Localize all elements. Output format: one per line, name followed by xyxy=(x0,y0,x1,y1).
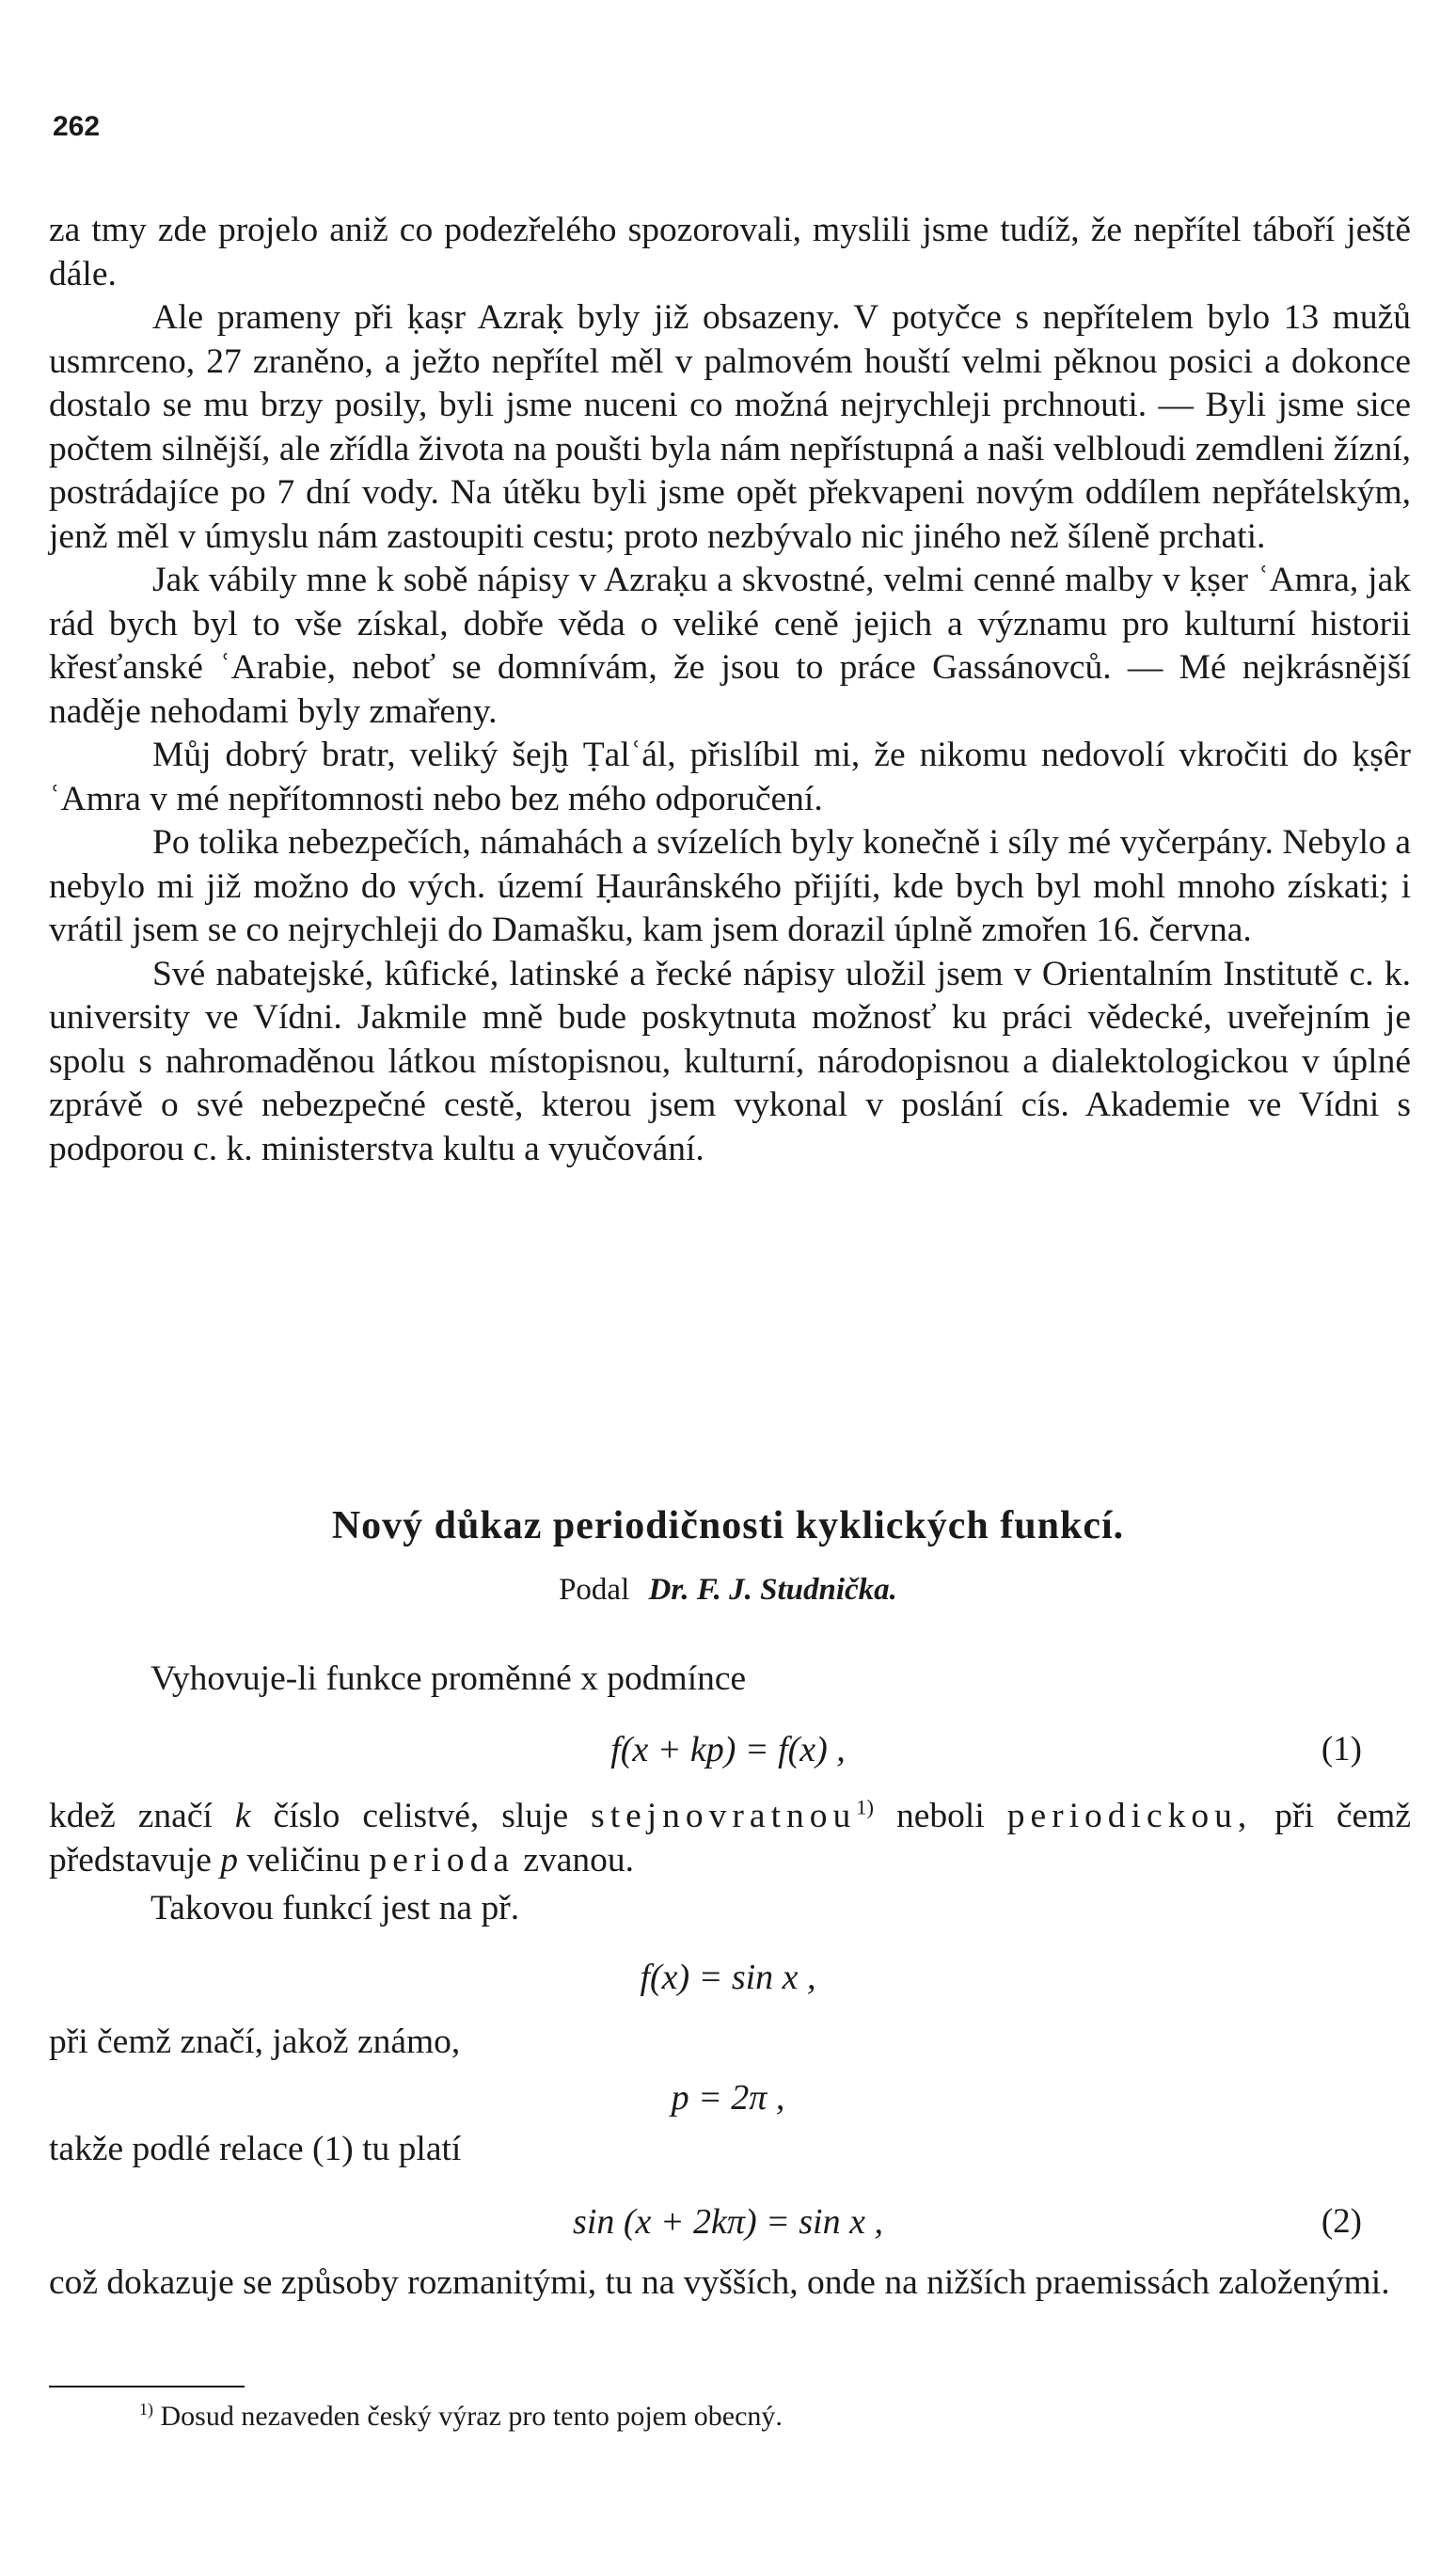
footnote-divider xyxy=(49,2386,245,2388)
symbol-p: p xyxy=(220,1840,238,1880)
conclusion-paragraph: což dokazuje se způsoby rozmanitými, tu na vyšších, onde na nižších praemissách založenými. xyxy=(49,2263,1390,2302)
body-paragraph: za tmy zde projelo aniž co podezřelého spozorovali, myslili jsme tudíž, že nepřítel táboří ještě dále. xyxy=(49,211,1411,293)
example-intro: Takovou funkcí jest na př. xyxy=(150,1889,520,1928)
byline-prefix: Podal xyxy=(559,1573,630,1607)
definition-text: při čemž představuje xyxy=(49,1797,1411,1880)
page-number: 262 xyxy=(53,111,101,142)
definition-paragraph xyxy=(49,1795,1411,1882)
body-text xyxy=(49,209,1411,1171)
relation-intro: takže podlé relace (1) tu platí xyxy=(49,2130,462,2168)
equation-1-number: (1) xyxy=(1321,1730,1362,1769)
term-periodickou: periodickou, xyxy=(1006,1797,1253,1835)
body-paragraph: Můj dobrý bratr, veliký šejḫ Ṭalʿál, přislíbil mi, že nikomu nedovolí vkročiti do ḳṣêr ʿAmra v mé nepřítomnosti nebo bez mého odporučení. xyxy=(49,736,1411,818)
equation-2-number: (2) xyxy=(1321,2202,1362,2241)
definition-text: veličinu xyxy=(246,1840,361,1880)
body-paragraph: Jak vábily mne k sobě nápisy v Azraḳu a skvostné, velmi cenné malby v ḳṣer ʿAmra, jak rád bych byl to vše získal, dobře věda o veliké ceně jejich a významu pro kulturní historii křesťanské ʿArabie, neboť se domnívám, že jsou to práce Gassánovců. — Mé nejkrásnější naděje nehodami byly zmařeny. xyxy=(49,561,1411,731)
math-intro: Vyhovuje-li funkce proměnné x podmínce xyxy=(150,1659,747,1698)
equation-1: f(x + kp) = f(x) , xyxy=(610,1730,846,1769)
definition-text: kdež značí xyxy=(49,1797,213,1835)
known-intro: při čemž značí, jakož známo, xyxy=(49,2023,461,2061)
equation-p: p = 2π , xyxy=(671,2078,785,2118)
equation-sin: f(x) = sin x , xyxy=(640,1958,816,1997)
term-stejnovratnou: stejnovratnou xyxy=(591,1797,857,1835)
footnote-text: Dosud nezaveden český výraz pro tento pojem obecný. xyxy=(160,2401,783,2432)
body-paragraph: Ale prameny při ḳaṣr Azraḳ byly již obsazeny. V potyčce s nepřítelem bylo 13 mužů usmrceno, 27 zraněno, a ježto nepřítel měl v palmovém houští velmi pěknou posici a dokonce dostalo se mu brzy posily, byli jsme nuceni co možná nejrychleji prchnouti. — Byli jsme sice počtem silnější, ale zřídla života na poušti byla nám nepřístupná a naši velbloudi zemdleni žízní, postrádajíce po 7 dní vody. Na útěku byli jsme opět překvapeni novým oddílem nepřátelským, jenž měl v úmyslu nám zastoupiti cestu; proto nezbývalo nic jiného než šíleně prchati. xyxy=(49,298,1411,556)
footnote-reference: 1) xyxy=(856,1795,874,1819)
symbol-k: k xyxy=(234,1797,251,1835)
body-paragraph: Své nabatejské, kûfické, latinské a řecké nápisy uložil jsem v Orientalním Institutě c. k. university ve Vídni. Jakmile mně bude poskytnuta možnosť ku práci vědecké, uveřejním je spolu s nahromaděnou látkou místopisnou, kulturní, národopisnou a dialektologickou v úplné zprávě o své nebezpečné cestě, kterou jsem vykonal v poslání cís. Akademie ve Vídni s podporou c. k. ministerstva kultu a vyučování. xyxy=(49,954,1411,1168)
author-name: Dr. F. J. Studnička. xyxy=(648,1573,897,1607)
definition-text: zvanou. xyxy=(523,1840,635,1880)
definition-text: neboli xyxy=(896,1797,985,1835)
term-perioda: perioda xyxy=(369,1840,514,1880)
article-title: Nový důkaz periodičnosti kyklických funkcí. xyxy=(331,1504,1125,1547)
definition-text: číslo celistvé, sluje xyxy=(273,1797,569,1835)
body-paragraph: Po tolika nebezpečích, námahách a svízelích byly konečně i síly mé vyčerpány. Nebylo a nebylo mi již možno do vých. území Ḥaurânského přijíti, kde bych byl mohl mnoho získati; i vrátil jsem se co nejrychleji do Damašku, kam jsem dorazil úplně zmořen 16. června. xyxy=(49,823,1411,949)
byline xyxy=(0,1573,1456,1608)
footnote xyxy=(139,2401,783,2433)
footnote-marker: 1) xyxy=(139,2400,153,2419)
equation-2: sin (x + 2kπ) = sin x , xyxy=(573,2202,883,2242)
